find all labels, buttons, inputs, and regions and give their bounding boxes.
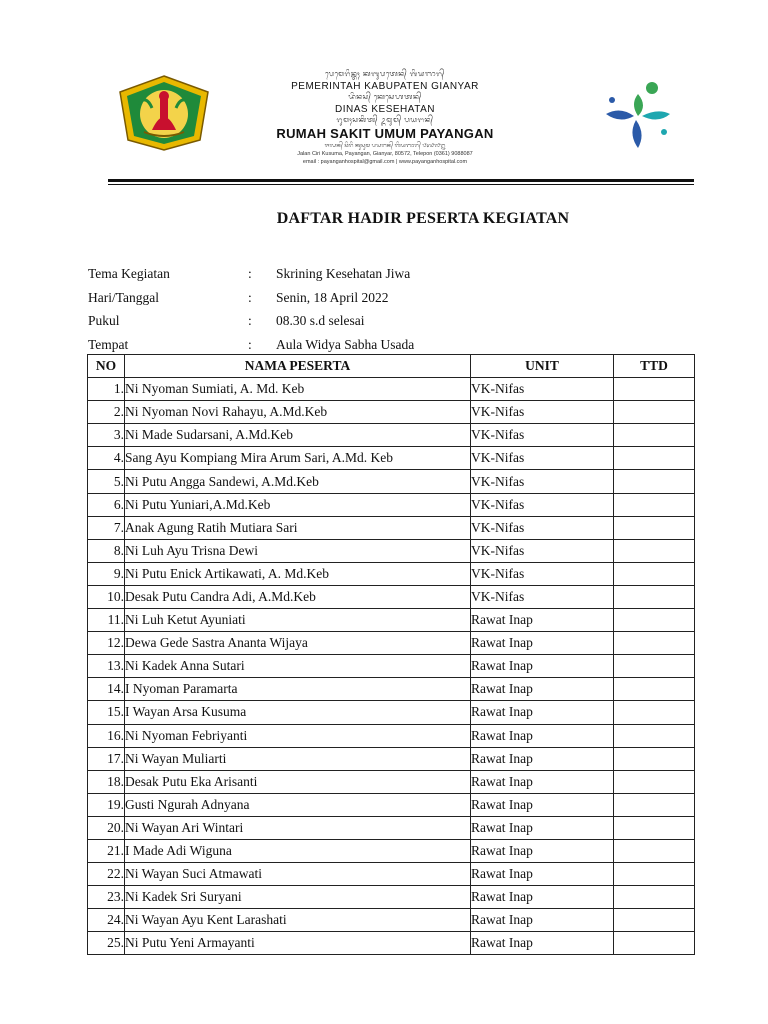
signature-cell bbox=[614, 863, 695, 886]
table-row bbox=[88, 701, 695, 724]
signature-cell bbox=[614, 632, 695, 655]
signature-cell bbox=[614, 470, 695, 493]
participant-name: Ni Putu Yeni Armayanti bbox=[125, 932, 471, 955]
row-number: 19. bbox=[88, 793, 125, 816]
signature-cell bbox=[614, 516, 695, 539]
table-body bbox=[88, 378, 695, 955]
signature-cell bbox=[614, 724, 695, 747]
row-number: 8. bbox=[88, 539, 125, 562]
table-row bbox=[88, 770, 695, 793]
row-number: 21. bbox=[88, 839, 125, 862]
participant-name: Ni Putu Yuniari,A.Md.Keb bbox=[125, 493, 471, 516]
participant-unit: VK-Nifas bbox=[471, 585, 614, 608]
row-number: 18. bbox=[88, 770, 125, 793]
participant-name: Ni Wayan Suci Atmawati bbox=[125, 863, 471, 886]
row-number: 3. bbox=[88, 424, 125, 447]
participant-unit: Rawat Inap bbox=[471, 863, 614, 886]
participant-unit: Rawat Inap bbox=[471, 724, 614, 747]
participant-name: Ni Kadek Sri Suryani bbox=[125, 886, 471, 909]
row-number: 22. bbox=[88, 863, 125, 886]
letterhead-rule-thick bbox=[108, 179, 694, 182]
signature-cell bbox=[614, 816, 695, 839]
participant-name: Sang Ayu Kompiang Mira Arum Sari, A.Md. Keb bbox=[125, 447, 471, 470]
participant-name: Ni Made Sudarsani, A.Md.Keb bbox=[125, 424, 471, 447]
health-logo-icon bbox=[602, 80, 674, 152]
participant-unit: Rawat Inap bbox=[471, 816, 614, 839]
info-label: Tempat bbox=[88, 336, 129, 352]
table-row bbox=[88, 886, 695, 909]
balinese-script-line: ᬧᬾᬫᬾᬭᬶᬦ᭄ᬢᬄ ᬓᬩᬸᬧᬢᬾᬦ᭄ ᬕᬶᬬᬜᬭ᭄ bbox=[325, 71, 445, 78]
table-row bbox=[88, 816, 695, 839]
row-number: 4. bbox=[88, 447, 125, 470]
balinese-script-line: ᬤᬶᬦᬲ᭄ ᬓᬾᬲᬾᬳᬢᬦ᭄ bbox=[348, 94, 422, 101]
row-number: 15. bbox=[88, 701, 125, 724]
table-row bbox=[88, 632, 695, 655]
table-row bbox=[88, 863, 695, 886]
table-header-row bbox=[88, 355, 695, 378]
signature-cell bbox=[614, 562, 695, 585]
participant-unit: Rawat Inap bbox=[471, 747, 614, 770]
participant-unit: VK-Nifas bbox=[471, 493, 614, 516]
participant-name: Ni Wayan Muliarti bbox=[125, 747, 471, 770]
row-number: 17. bbox=[88, 747, 125, 770]
hospital-name: RUMAH SAKIT UMUM PAYANGAN bbox=[276, 126, 494, 141]
signature-cell bbox=[614, 793, 695, 816]
participant-unit: VK-Nifas bbox=[471, 401, 614, 424]
table-row bbox=[88, 516, 695, 539]
row-number: 25. bbox=[88, 932, 125, 955]
participant-unit: VK-Nifas bbox=[471, 378, 614, 401]
row-number: 11. bbox=[88, 609, 125, 632]
event-info bbox=[88, 264, 688, 358]
signature-cell bbox=[614, 770, 695, 793]
balinese-address: ᬚᬮᬦ᭄ ᬘᬶᬭᬶ ᬓᬸᬲᬸᬫ ᬧᬬᬗᬦ᭄ ᬕᬶᬬᬜᬭ᭄ ᭘᭐᭙᭗᭒ bbox=[324, 143, 446, 149]
table-row bbox=[88, 932, 695, 955]
participant-unit: Rawat Inap bbox=[471, 632, 614, 655]
participant-unit: Rawat Inap bbox=[471, 655, 614, 678]
header-no: NO bbox=[88, 355, 125, 378]
participant-name: Ni Luh Ketut Ayuniati bbox=[125, 609, 471, 632]
letterhead-text bbox=[260, 70, 510, 166]
info-row-date bbox=[88, 288, 688, 312]
signature-cell bbox=[614, 401, 695, 424]
participant-unit: Rawat Inap bbox=[471, 609, 614, 632]
signature-cell bbox=[614, 932, 695, 955]
info-value: Senin, 18 April 2022 bbox=[276, 289, 389, 305]
gianyar-emblem-icon bbox=[116, 74, 212, 152]
table-row bbox=[88, 470, 695, 493]
hospital-contact: email : payanganhospital@gmail.com | www.payanganhospital.com bbox=[302, 159, 468, 165]
participant-name: Ni Nyoman Febriyanti bbox=[125, 724, 471, 747]
participant-unit: VK-Nifas bbox=[471, 470, 614, 493]
participant-unit: Rawat Inap bbox=[471, 909, 614, 932]
table-row bbox=[88, 909, 695, 932]
info-colon: : bbox=[248, 336, 252, 352]
signature-cell bbox=[614, 609, 695, 632]
signature-cell bbox=[614, 839, 695, 862]
participant-name: Ni Putu Enick Artikawati, A. Md.Keb bbox=[125, 562, 471, 585]
participant-unit: VK-Nifas bbox=[471, 562, 614, 585]
header-unit: UNIT bbox=[471, 355, 614, 378]
table-row bbox=[88, 747, 695, 770]
row-number: 24. bbox=[88, 909, 125, 932]
participant-name: I Nyoman Paramarta bbox=[125, 678, 471, 701]
participant-name: Ni Wayan Ari Wintari bbox=[125, 816, 471, 839]
table-row bbox=[88, 678, 695, 701]
participant-unit: VK-Nifas bbox=[471, 516, 614, 539]
participant-name: Ni Nyoman Sumiati, A. Md. Keb bbox=[125, 378, 471, 401]
participant-name: Anak Agung Ratih Mutiara Sari bbox=[125, 516, 471, 539]
table-row bbox=[88, 839, 695, 862]
participant-name: Desak Putu Eka Arisanti bbox=[125, 770, 471, 793]
participant-unit: Rawat Inap bbox=[471, 770, 614, 793]
row-number: 13. bbox=[88, 655, 125, 678]
row-number: 2. bbox=[88, 401, 125, 424]
participant-unit: Rawat Inap bbox=[471, 932, 614, 955]
document-title: DAFTAR HADIR PESERTA KEGIATAN bbox=[276, 210, 570, 227]
hospital-address: Jalan Ciri Kusuma, Payangan, Gianyar, 80572, Telepon (0361) 9088087 bbox=[297, 151, 473, 157]
department-name: DINAS KESEHATAN bbox=[335, 104, 435, 115]
participant-name: Ni Putu Angga Sandewi, A.Md.Keb bbox=[125, 470, 471, 493]
attendance-table bbox=[87, 354, 695, 955]
participant-unit: Rawat Inap bbox=[471, 701, 614, 724]
letterhead bbox=[0, 0, 768, 190]
row-number: 14. bbox=[88, 678, 125, 701]
table-row bbox=[88, 585, 695, 608]
table-row bbox=[88, 562, 695, 585]
participant-name: Ni Wayan Ayu Kent Larashati bbox=[125, 909, 471, 932]
header-nama: NAMA PESERTA bbox=[125, 355, 471, 378]
info-label: Pukul bbox=[88, 313, 120, 329]
signature-cell bbox=[614, 447, 695, 470]
participant-name: Ni Luh Ayu Trisna Dewi bbox=[125, 539, 471, 562]
signature-cell bbox=[614, 886, 695, 909]
signature-cell bbox=[614, 701, 695, 724]
letterhead-rule-thin bbox=[108, 184, 694, 185]
row-number: 20. bbox=[88, 816, 125, 839]
row-number: 23. bbox=[88, 886, 125, 909]
participant-name: Ni Nyoman Novi Rahayu, A.Md.Keb bbox=[125, 401, 471, 424]
balinese-script-line: ᬭᬸᬫᬄᬲᬓᬶᬢ᭄ ᬉᬫᬸᬫ᭄ ᬧᬬᬗᬦ᭄ bbox=[336, 117, 434, 124]
table-row bbox=[88, 655, 695, 678]
signature-cell bbox=[614, 539, 695, 562]
signature-cell bbox=[614, 655, 695, 678]
participant-unit: Rawat Inap bbox=[471, 839, 614, 862]
table-row bbox=[88, 539, 695, 562]
participant-unit: VK-Nifas bbox=[471, 424, 614, 447]
table-row bbox=[88, 493, 695, 516]
row-number: 10. bbox=[88, 585, 125, 608]
participant-unit: VK-Nifas bbox=[471, 539, 614, 562]
participant-name: Dewa Gede Sastra Ananta Wijaya bbox=[125, 632, 471, 655]
row-number: 6. bbox=[88, 493, 125, 516]
info-label: Tema Kegiatan bbox=[88, 266, 170, 281]
table-row bbox=[88, 609, 695, 632]
participant-unit: VK-Nifas bbox=[471, 447, 614, 470]
signature-cell bbox=[614, 678, 695, 701]
info-colon: : bbox=[248, 313, 252, 329]
row-number: 5. bbox=[88, 470, 125, 493]
government-name: PEMERINTAH KABUPATEN GIANYAR bbox=[291, 81, 479, 92]
info-colon: : bbox=[248, 289, 252, 305]
participant-name: I Wayan Arsa Kusuma bbox=[125, 701, 471, 724]
table-row bbox=[88, 378, 695, 401]
row-number: 1. bbox=[88, 378, 125, 401]
participant-unit: Rawat Inap bbox=[471, 886, 614, 909]
info-row-theme bbox=[88, 264, 688, 288]
row-number: 16. bbox=[88, 724, 125, 747]
row-number: 9. bbox=[88, 562, 125, 585]
row-number: 7. bbox=[88, 516, 125, 539]
row-number: 12. bbox=[88, 632, 125, 655]
table-row bbox=[88, 793, 695, 816]
info-label: Hari/Tanggal bbox=[88, 289, 160, 305]
table-row bbox=[88, 424, 695, 447]
participant-name: I Made Adi Wiguna bbox=[125, 839, 471, 862]
participant-name: Gusti Ngurah Adnyana bbox=[125, 793, 471, 816]
signature-cell bbox=[614, 378, 695, 401]
participant-unit: Rawat Inap bbox=[471, 793, 614, 816]
signature-cell bbox=[614, 909, 695, 932]
table-row bbox=[88, 724, 695, 747]
info-value: 08.30 s.d selesai bbox=[276, 313, 365, 329]
table-row bbox=[88, 447, 695, 470]
signature-cell bbox=[614, 493, 695, 516]
signature-cell bbox=[614, 585, 695, 608]
info-row-time bbox=[88, 311, 688, 335]
table-row bbox=[88, 401, 695, 424]
info-value: Aula Widya Sabha Usada bbox=[276, 336, 415, 352]
header-ttd: TTD bbox=[614, 355, 695, 378]
signature-cell bbox=[614, 424, 695, 447]
info-colon: : bbox=[248, 266, 252, 281]
signature-cell bbox=[614, 747, 695, 770]
participant-unit: Rawat Inap bbox=[471, 678, 614, 701]
participant-name: Desak Putu Candra Adi, A.Md.Keb bbox=[125, 585, 471, 608]
participant-name: Ni Kadek Anna Sutari bbox=[125, 655, 471, 678]
info-value: Skrining Kesehatan Jiwa bbox=[276, 266, 411, 281]
